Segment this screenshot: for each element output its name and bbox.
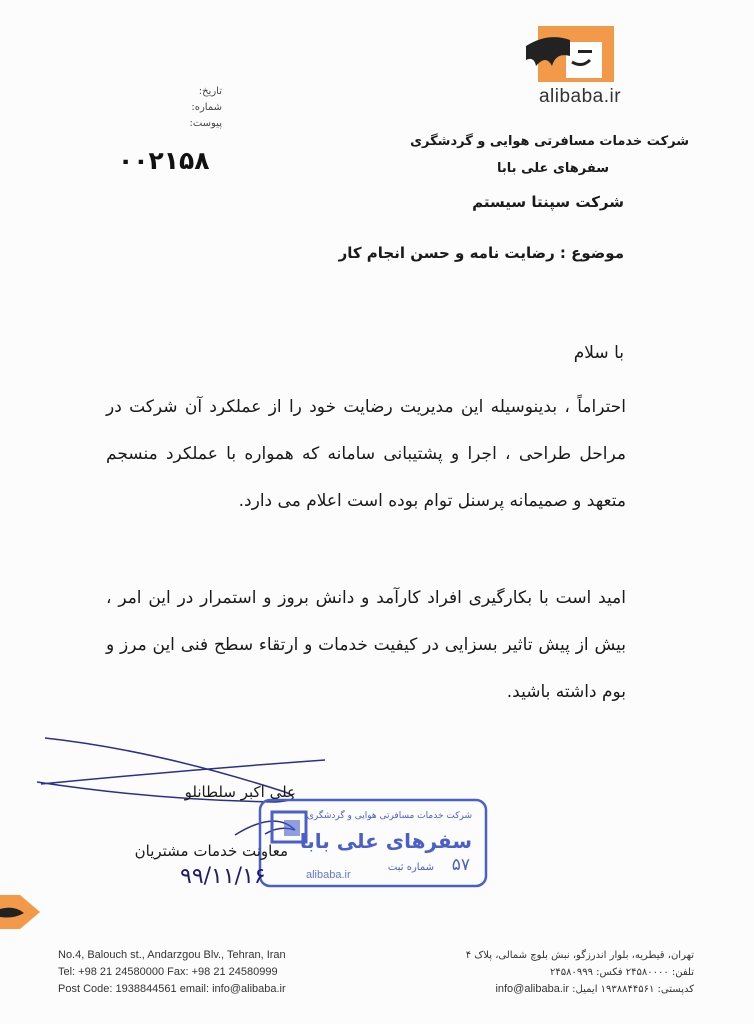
signer-name: علی اکبر سلطانلو [184, 783, 296, 801]
company-name-line2: سفرهای علی بابا [497, 161, 609, 176]
footer-english [58, 947, 358, 998]
footer-fa-post-label: کدپستی: ۱۹۳۸۸۴۴۵۶۱ ایمیل: [572, 984, 694, 995]
recipient: شرکت سپنتا سیستم [472, 193, 624, 211]
stamp-main-text: سفرهای علی بابا [299, 829, 472, 853]
corner-logo-icon [0, 895, 42, 929]
footer-persian [434, 947, 694, 998]
handwritten-date: ۹۹/۱۱/۱۶ [180, 864, 266, 889]
company-stamp-icon [258, 798, 488, 888]
greeting: با سلام [573, 343, 624, 363]
stamp-top-text: شرکت خدمات مسافرتی هوایی و گردشگری [306, 811, 472, 821]
logo-text: alibaba.ir [538, 86, 622, 107]
date-label: تاریخ: [198, 86, 222, 97]
footer-fa-post [434, 981, 694, 998]
attachment-label: پیوست: [189, 118, 222, 129]
footer-fa-phones: تلفن: ۲۴۵۸۰۰۰۰ فکس: ۲۴۵۸۰۹۹۹ [549, 967, 694, 978]
footer-en-phones: Tel: +98 21 24580000 Fax: +98 21 24580999 [58, 966, 278, 978]
stamp-logo-text: alibaba.ir [306, 869, 351, 881]
body-paragraph-2: امید است با بکارگیری افراد کارآمد و دانش بروز و استمرار در این امر ، بیش از پیش تاثیر بسزایی در کیفیت خدمات و ارتقاء سطح فنی این مرز و بوم داشته باشید. [106, 588, 626, 702]
number-label: شماره: [191, 102, 222, 113]
stamp-number: ۵۷ [451, 855, 470, 875]
stamp-number-label: شماره ثبت [387, 862, 434, 873]
subject-line: موضوع : رضایت نامه و حسن انجام کار [338, 244, 624, 262]
letter-serial-number: ۰۰۲۱۵۸ [118, 146, 210, 175]
signer-title: معاونت خدمات مشتریان [134, 842, 288, 860]
company-name-line1: شرکت خدمات مسافرتی هوایی و گردشگری [410, 134, 689, 149]
footer-en-post: Post Code: 1938844561 email: info@alibaba.ir [58, 983, 286, 995]
footer-fa-email[interactable]: info@alibaba.ir [495, 983, 569, 995]
footer-en-address: No.4, Balouch st., Andarzgou Blv., Tehran, Iran [58, 949, 286, 961]
body-paragraph-1: احتراماً ، بدینوسیله این مدیریت رضایت خود را از عملکرد آن شرکت در مراحل طراحی ، اجرا و پشتیبانی سامانه که همواره با عملکرد منسجم متعهد و صمیمانه پرسنل توام بوده است اعلام می دارد. [106, 397, 626, 511]
footer-fa-address: تهران، قیطریه، بلوار اندرزگو، نبش بلوچ شمالی، پلاک ۴ [465, 950, 694, 961]
